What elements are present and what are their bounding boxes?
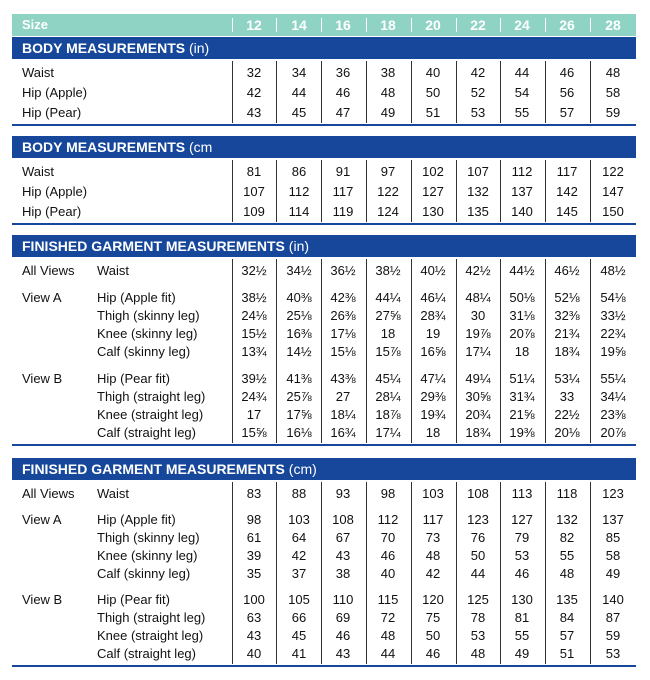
measurement-value: 38 (335, 566, 351, 581)
view-label: View A (22, 290, 62, 305)
measurement-value: 112 (288, 184, 310, 199)
measurement-value: 40 (246, 646, 262, 661)
measurement-value: 50 (425, 628, 441, 643)
measurement-value: 67 (335, 530, 351, 545)
measurement-value: 45¼ (375, 371, 401, 386)
measurement-value: 29⅜ (420, 389, 446, 404)
measurement-value: 150 (602, 204, 624, 219)
measurement-value: 41 (291, 646, 307, 661)
measurement-value: 46½ (554, 263, 580, 278)
measurement-value: 55 (514, 628, 530, 643)
measurement-value: 48½ (600, 263, 626, 278)
measurement-value: 78 (470, 610, 486, 625)
measurement-value: 46 (380, 548, 396, 563)
measurement-value: 36 (335, 65, 351, 80)
section-title (22, 139, 212, 155)
measurement-value: 114 (288, 204, 310, 219)
measurement-value: 54 (514, 85, 530, 100)
section-bar (12, 458, 636, 480)
column-divider (590, 482, 591, 664)
header-divider (500, 18, 501, 32)
section-title-text: FINISHED GARMENT MEASUREMENTS (22, 461, 289, 477)
measurement-value: 41⅜ (286, 371, 312, 386)
measurement-value: 123 (602, 486, 624, 501)
measurement-value: 30 (470, 308, 486, 323)
measurement-value: 33 (559, 389, 575, 404)
measurement-value: 14½ (286, 344, 312, 359)
measurement-value: 39 (246, 548, 262, 563)
measurement-value: 44 (514, 65, 530, 80)
measurement-label: Thigh (straight leg) (97, 610, 206, 625)
measurement-value: 25⅞ (286, 389, 312, 404)
size-column-header: 12 (246, 17, 262, 33)
measurement-value: 48 (380, 85, 396, 100)
measurement-value: 132 (556, 512, 578, 527)
section-unit: (cm (188, 139, 213, 155)
measurement-value: 49 (605, 566, 621, 581)
measurement-value: 85 (605, 530, 621, 545)
measurement-value: 18 (380, 326, 396, 341)
measurement-value: 72 (380, 610, 396, 625)
measurement-value: 32 (246, 65, 262, 80)
size-column-header: 14 (291, 17, 307, 33)
measurement-value: 40 (380, 566, 396, 581)
measurement-value: 36½ (330, 263, 356, 278)
header-divider (411, 18, 412, 32)
measurement-label: Calf (skinny leg) (97, 344, 191, 359)
measurement-value: 98 (246, 512, 262, 527)
measurement-value: 83 (246, 486, 262, 501)
measurement-value: 34¼ (600, 389, 626, 404)
measurement-label: Hip (Pear) (22, 105, 82, 120)
measurement-value: 44½ (509, 263, 535, 278)
measurement-value: 18 (514, 344, 530, 359)
measurement-value: 55¼ (600, 371, 626, 386)
measurement-value: 19⅜ (509, 425, 535, 440)
measurement-label: Hip (Pear fit) (97, 371, 170, 386)
measurement-value: 53¼ (554, 371, 580, 386)
measurement-value: 118 (556, 486, 578, 501)
size-column-header: 22 (470, 17, 486, 33)
measurement-value: 115 (377, 592, 399, 607)
measurement-value: 63 (246, 610, 262, 625)
measurement-value: 110 (332, 592, 354, 607)
measurement-value: 88 (291, 486, 307, 501)
measurement-value: 122 (377, 184, 399, 199)
measurement-value: 84 (559, 610, 575, 625)
size-column-header: 20 (425, 17, 441, 33)
section-title (22, 40, 209, 56)
measurement-value: 30⅝ (465, 389, 491, 404)
measurement-value: 31⅛ (509, 308, 535, 323)
section-unit: (in) (288, 238, 310, 254)
measurement-value: 17 (246, 407, 262, 422)
measurement-value: 91 (335, 164, 351, 179)
section-title (22, 461, 317, 477)
measurement-value: 46 (514, 566, 530, 581)
measurement-value: 15⅞ (375, 344, 401, 359)
measurement-label: Hip (Pear) (22, 204, 82, 219)
measurement-value: 113 (511, 486, 533, 501)
measurement-value: 100 (243, 592, 265, 607)
column-divider (276, 160, 277, 222)
measurement-value: 135 (467, 204, 489, 219)
measurement-value: 86 (291, 164, 307, 179)
measurement-label: Knee (skinny leg) (97, 326, 198, 341)
measurement-value: 19⅞ (465, 326, 491, 341)
measurement-value: 52⅛ (554, 290, 580, 305)
measurement-value: 32½ (241, 263, 267, 278)
measurement-value: 22¾ (600, 326, 626, 341)
measurement-value: 28¾ (420, 308, 446, 323)
measurement-label: Knee (skinny leg) (97, 548, 198, 563)
measurement-value: 19 (425, 326, 441, 341)
measurement-value: 26⅜ (330, 308, 356, 323)
measurement-value: 145 (556, 204, 578, 219)
size-column-header: 16 (335, 17, 351, 33)
measurement-value: 21⅝ (509, 407, 535, 422)
measurement-value: 22½ (554, 407, 580, 422)
measurement-value: 48 (425, 548, 441, 563)
measurement-value: 18¾ (465, 425, 491, 440)
measurement-label: Hip (Apple) (22, 85, 88, 100)
measurement-value: 81 (514, 610, 530, 625)
measurement-value: 23⅜ (600, 407, 626, 422)
measurement-value: 42 (425, 566, 441, 581)
size-header-row (12, 14, 636, 36)
measurement-value: 51 (425, 105, 441, 120)
measurement-value: 50 (425, 85, 441, 100)
measurement-label: Thigh (straight leg) (97, 389, 206, 404)
measurement-value: 16⅝ (420, 344, 446, 359)
measurement-value: 49¼ (465, 371, 491, 386)
measurement-value: 125 (467, 592, 489, 607)
measurement-label: Waist (22, 164, 55, 179)
measurement-value: 18¼ (330, 407, 356, 422)
measurement-value: 20¾ (465, 407, 491, 422)
header-divider (321, 18, 322, 32)
measurement-label: Waist (97, 486, 130, 501)
header-divider (366, 18, 367, 32)
measurement-value: 43 (246, 628, 262, 643)
measurement-value: 87 (605, 610, 621, 625)
measurement-value: 137 (511, 184, 533, 199)
measurement-value: 19¾ (420, 407, 446, 422)
measurement-value: 112 (377, 512, 399, 527)
size-column-header: 24 (514, 17, 530, 33)
measurement-value: 44 (291, 85, 307, 100)
measurement-value: 107 (243, 184, 265, 199)
measurement-value: 56 (559, 85, 575, 100)
measurement-value: 42 (246, 85, 262, 100)
measurement-label: Knee (straight leg) (97, 407, 204, 422)
header-divider (545, 18, 546, 32)
measurement-value: 42 (291, 548, 307, 563)
measurement-value: 17¼ (375, 425, 401, 440)
measurement-value: 135 (556, 592, 578, 607)
measurement-value: 34½ (286, 263, 312, 278)
section-unit: (cm) (288, 461, 317, 477)
measurement-value: 32⅜ (554, 308, 580, 323)
measurement-value: 15⅛ (330, 344, 356, 359)
measurement-value: 24¾ (241, 389, 267, 404)
size-column-header: 28 (605, 17, 621, 33)
size-column-header: 18 (380, 17, 396, 33)
section-unit: (in) (188, 40, 210, 56)
measurement-value: 45 (291, 105, 307, 120)
measurement-value: 137 (602, 512, 624, 527)
measurement-value: 43 (335, 646, 351, 661)
measurement-value: 130 (422, 204, 444, 219)
measurement-value: 43 (335, 548, 351, 563)
measurement-label: Calf (straight leg) (97, 646, 196, 661)
measurement-value: 59 (605, 105, 621, 120)
header-divider (590, 18, 591, 32)
measurement-label: Thigh (skinny leg) (97, 530, 200, 545)
measurement-value: 42 (470, 65, 486, 80)
measurement-value: 102 (422, 164, 444, 179)
measurement-value: 44 (380, 646, 396, 661)
measurement-value: 24⅛ (241, 308, 267, 323)
measurement-value: 93 (335, 486, 351, 501)
measurement-value: 27⅝ (375, 308, 401, 323)
measurement-value: 31¾ (509, 389, 535, 404)
measurement-value: 50 (470, 548, 486, 563)
section-bottom-rule (12, 223, 636, 225)
measurement-value: 13¾ (241, 344, 267, 359)
measurement-value: 17⅝ (286, 407, 312, 422)
measurement-label: Calf (straight leg) (97, 425, 196, 440)
section-bar (12, 37, 636, 59)
measurement-value: 18⅞ (375, 407, 401, 422)
section-title (22, 238, 309, 254)
measurement-value: 38½ (375, 263, 401, 278)
measurement-value: 43 (246, 105, 262, 120)
measurement-value: 127 (422, 184, 444, 199)
measurement-value: 79 (514, 530, 530, 545)
measurement-value: 45 (291, 628, 307, 643)
measurement-value: 34 (291, 65, 307, 80)
measurement-value: 70 (380, 530, 396, 545)
measurement-value: 44 (470, 566, 486, 581)
measurement-value: 51¼ (509, 371, 535, 386)
measurement-value: 48 (559, 566, 575, 581)
section-title-text: BODY MEASUREMENTS (22, 139, 189, 155)
view-label: View A (22, 512, 62, 527)
view-label: View B (22, 592, 63, 607)
measurement-value: 28¼ (375, 389, 401, 404)
measurement-value: 48 (380, 628, 396, 643)
view-label: View B (22, 371, 63, 386)
measurement-value: 108 (467, 486, 489, 501)
measurement-value: 66 (291, 610, 307, 625)
measurement-value: 27 (335, 389, 351, 404)
section-bar (12, 136, 636, 158)
measurement-value: 46 (335, 628, 351, 643)
measurement-value: 54⅛ (600, 290, 626, 305)
measurement-value: 117 (556, 164, 578, 179)
measurement-value: 123 (467, 512, 489, 527)
measurement-value: 53 (514, 548, 530, 563)
column-divider (276, 482, 277, 664)
measurement-value: 47¼ (420, 371, 446, 386)
view-label: All Views (22, 486, 75, 501)
measurement-value: 130 (511, 592, 533, 607)
measurement-value: 57 (559, 628, 575, 643)
column-divider (276, 259, 277, 443)
measurement-value: 20⅞ (600, 425, 626, 440)
column-divider (590, 259, 591, 443)
section-bottom-rule (12, 444, 636, 446)
measurement-value: 35 (246, 566, 262, 581)
measurement-value: 46 (559, 65, 575, 80)
measurement-value: 40 (425, 65, 441, 80)
section-bar (12, 235, 636, 257)
header-divider (456, 18, 457, 32)
measurement-value: 61 (246, 530, 262, 545)
measurement-value: 21¾ (554, 326, 580, 341)
measurement-value: 140 (602, 592, 624, 607)
measurement-label: Hip (Apple fit) (97, 512, 176, 527)
measurement-value: 81 (246, 164, 262, 179)
measurement-value: 53 (470, 628, 486, 643)
measurement-value: 73 (425, 530, 441, 545)
measurement-value: 39½ (241, 371, 267, 386)
measurement-value: 75 (425, 610, 441, 625)
measurement-value: 55 (559, 548, 575, 563)
measurement-label: Waist (97, 263, 130, 278)
measurement-value: 105 (288, 592, 310, 607)
measurement-value: 18 (425, 425, 441, 440)
measurement-value: 20⅞ (509, 326, 535, 341)
view-label: All Views (22, 263, 75, 278)
measurement-label: Hip (Pear fit) (97, 592, 170, 607)
header-divider (232, 18, 233, 32)
header-divider (276, 18, 277, 32)
measurement-value: 64 (291, 530, 307, 545)
measurement-value: 15⅝ (241, 425, 267, 440)
measurement-value: 42⅜ (330, 290, 356, 305)
measurement-value: 124 (377, 204, 399, 219)
measurement-value: 127 (511, 512, 533, 527)
measurement-value: 49 (514, 646, 530, 661)
measurement-value: 40½ (420, 263, 446, 278)
measurement-value: 107 (467, 164, 489, 179)
measurement-value: 98 (380, 486, 396, 501)
measurement-value: 55 (514, 105, 530, 120)
measurement-value: 46¼ (420, 290, 446, 305)
measurement-value: 57 (559, 105, 575, 120)
measurement-value: 18¾ (554, 344, 580, 359)
measurement-value: 16⅛ (286, 425, 312, 440)
measurement-value: 47 (335, 105, 351, 120)
measurement-value: 58 (605, 85, 621, 100)
measurement-value: 25⅛ (286, 308, 312, 323)
measurement-value: 122 (602, 164, 624, 179)
measurement-value: 42½ (465, 263, 491, 278)
measurement-value: 58 (605, 548, 621, 563)
measurement-value: 16¾ (330, 425, 356, 440)
measurement-value: 15½ (241, 326, 267, 341)
measurement-label: Thigh (skinny leg) (97, 308, 200, 323)
measurement-value: 76 (470, 530, 486, 545)
measurement-label: Calf (skinny leg) (97, 566, 191, 581)
section-bottom-rule (12, 124, 636, 126)
measurement-value: 103 (422, 486, 444, 501)
measurement-value: 43⅜ (330, 371, 356, 386)
measurement-value: 44¼ (375, 290, 401, 305)
column-divider (590, 160, 591, 222)
measurement-value: 69 (335, 610, 351, 625)
measurement-value: 48 (605, 65, 621, 80)
measurement-value: 97 (380, 164, 396, 179)
measurement-value: 59 (605, 628, 621, 643)
measurement-value: 119 (332, 204, 354, 219)
measurement-value: 17⅛ (330, 326, 356, 341)
measurement-label: Hip (Apple) (22, 184, 88, 199)
measurement-value: 48¼ (465, 290, 491, 305)
measurement-value: 46 (425, 646, 441, 661)
measurement-value: 51 (559, 646, 575, 661)
measurement-label: Waist (22, 65, 55, 80)
measurement-value: 53 (605, 646, 621, 661)
measurement-value: 50⅛ (509, 290, 535, 305)
measurement-value: 82 (559, 530, 575, 545)
section-title-text: FINISHED GARMENT MEASUREMENTS (22, 238, 289, 254)
measurement-value: 109 (243, 204, 265, 219)
measurement-value: 19⅝ (600, 344, 626, 359)
measurement-value: 112 (511, 164, 533, 179)
measurement-value: 17¼ (465, 344, 491, 359)
measurement-value: 33½ (600, 308, 626, 323)
measurement-value: 37 (291, 566, 307, 581)
measurement-value: 53 (470, 105, 486, 120)
measurement-value: 132 (467, 184, 489, 199)
measurement-value: 20⅛ (554, 425, 580, 440)
measurement-value: 103 (288, 512, 310, 527)
measurement-value: 52 (470, 85, 486, 100)
measurement-value: 38 (380, 65, 396, 80)
measurement-value: 117 (422, 512, 444, 527)
measurement-label: Hip (Apple fit) (97, 290, 176, 305)
measurement-value: 108 (332, 512, 354, 527)
measurement-value: 38½ (241, 290, 267, 305)
measurement-value: 142 (556, 184, 578, 199)
measurement-value: 49 (380, 105, 396, 120)
measurement-value: 46 (335, 85, 351, 100)
size-header-label: Size (22, 17, 49, 32)
measurement-value: 48 (470, 646, 486, 661)
measurement-value: 117 (332, 184, 354, 199)
column-divider (276, 61, 277, 123)
section-bottom-rule (12, 665, 636, 667)
column-divider (590, 61, 591, 123)
section-title-text: BODY MEASUREMENTS (22, 40, 189, 56)
measurement-value: 120 (422, 592, 444, 607)
measurement-value: 16⅜ (286, 326, 312, 341)
measurement-value: 147 (602, 184, 624, 199)
measurement-label: Knee (straight leg) (97, 628, 204, 643)
measurement-value: 140 (511, 204, 533, 219)
size-column-header: 26 (559, 17, 575, 33)
measurement-value: 40⅜ (286, 290, 312, 305)
